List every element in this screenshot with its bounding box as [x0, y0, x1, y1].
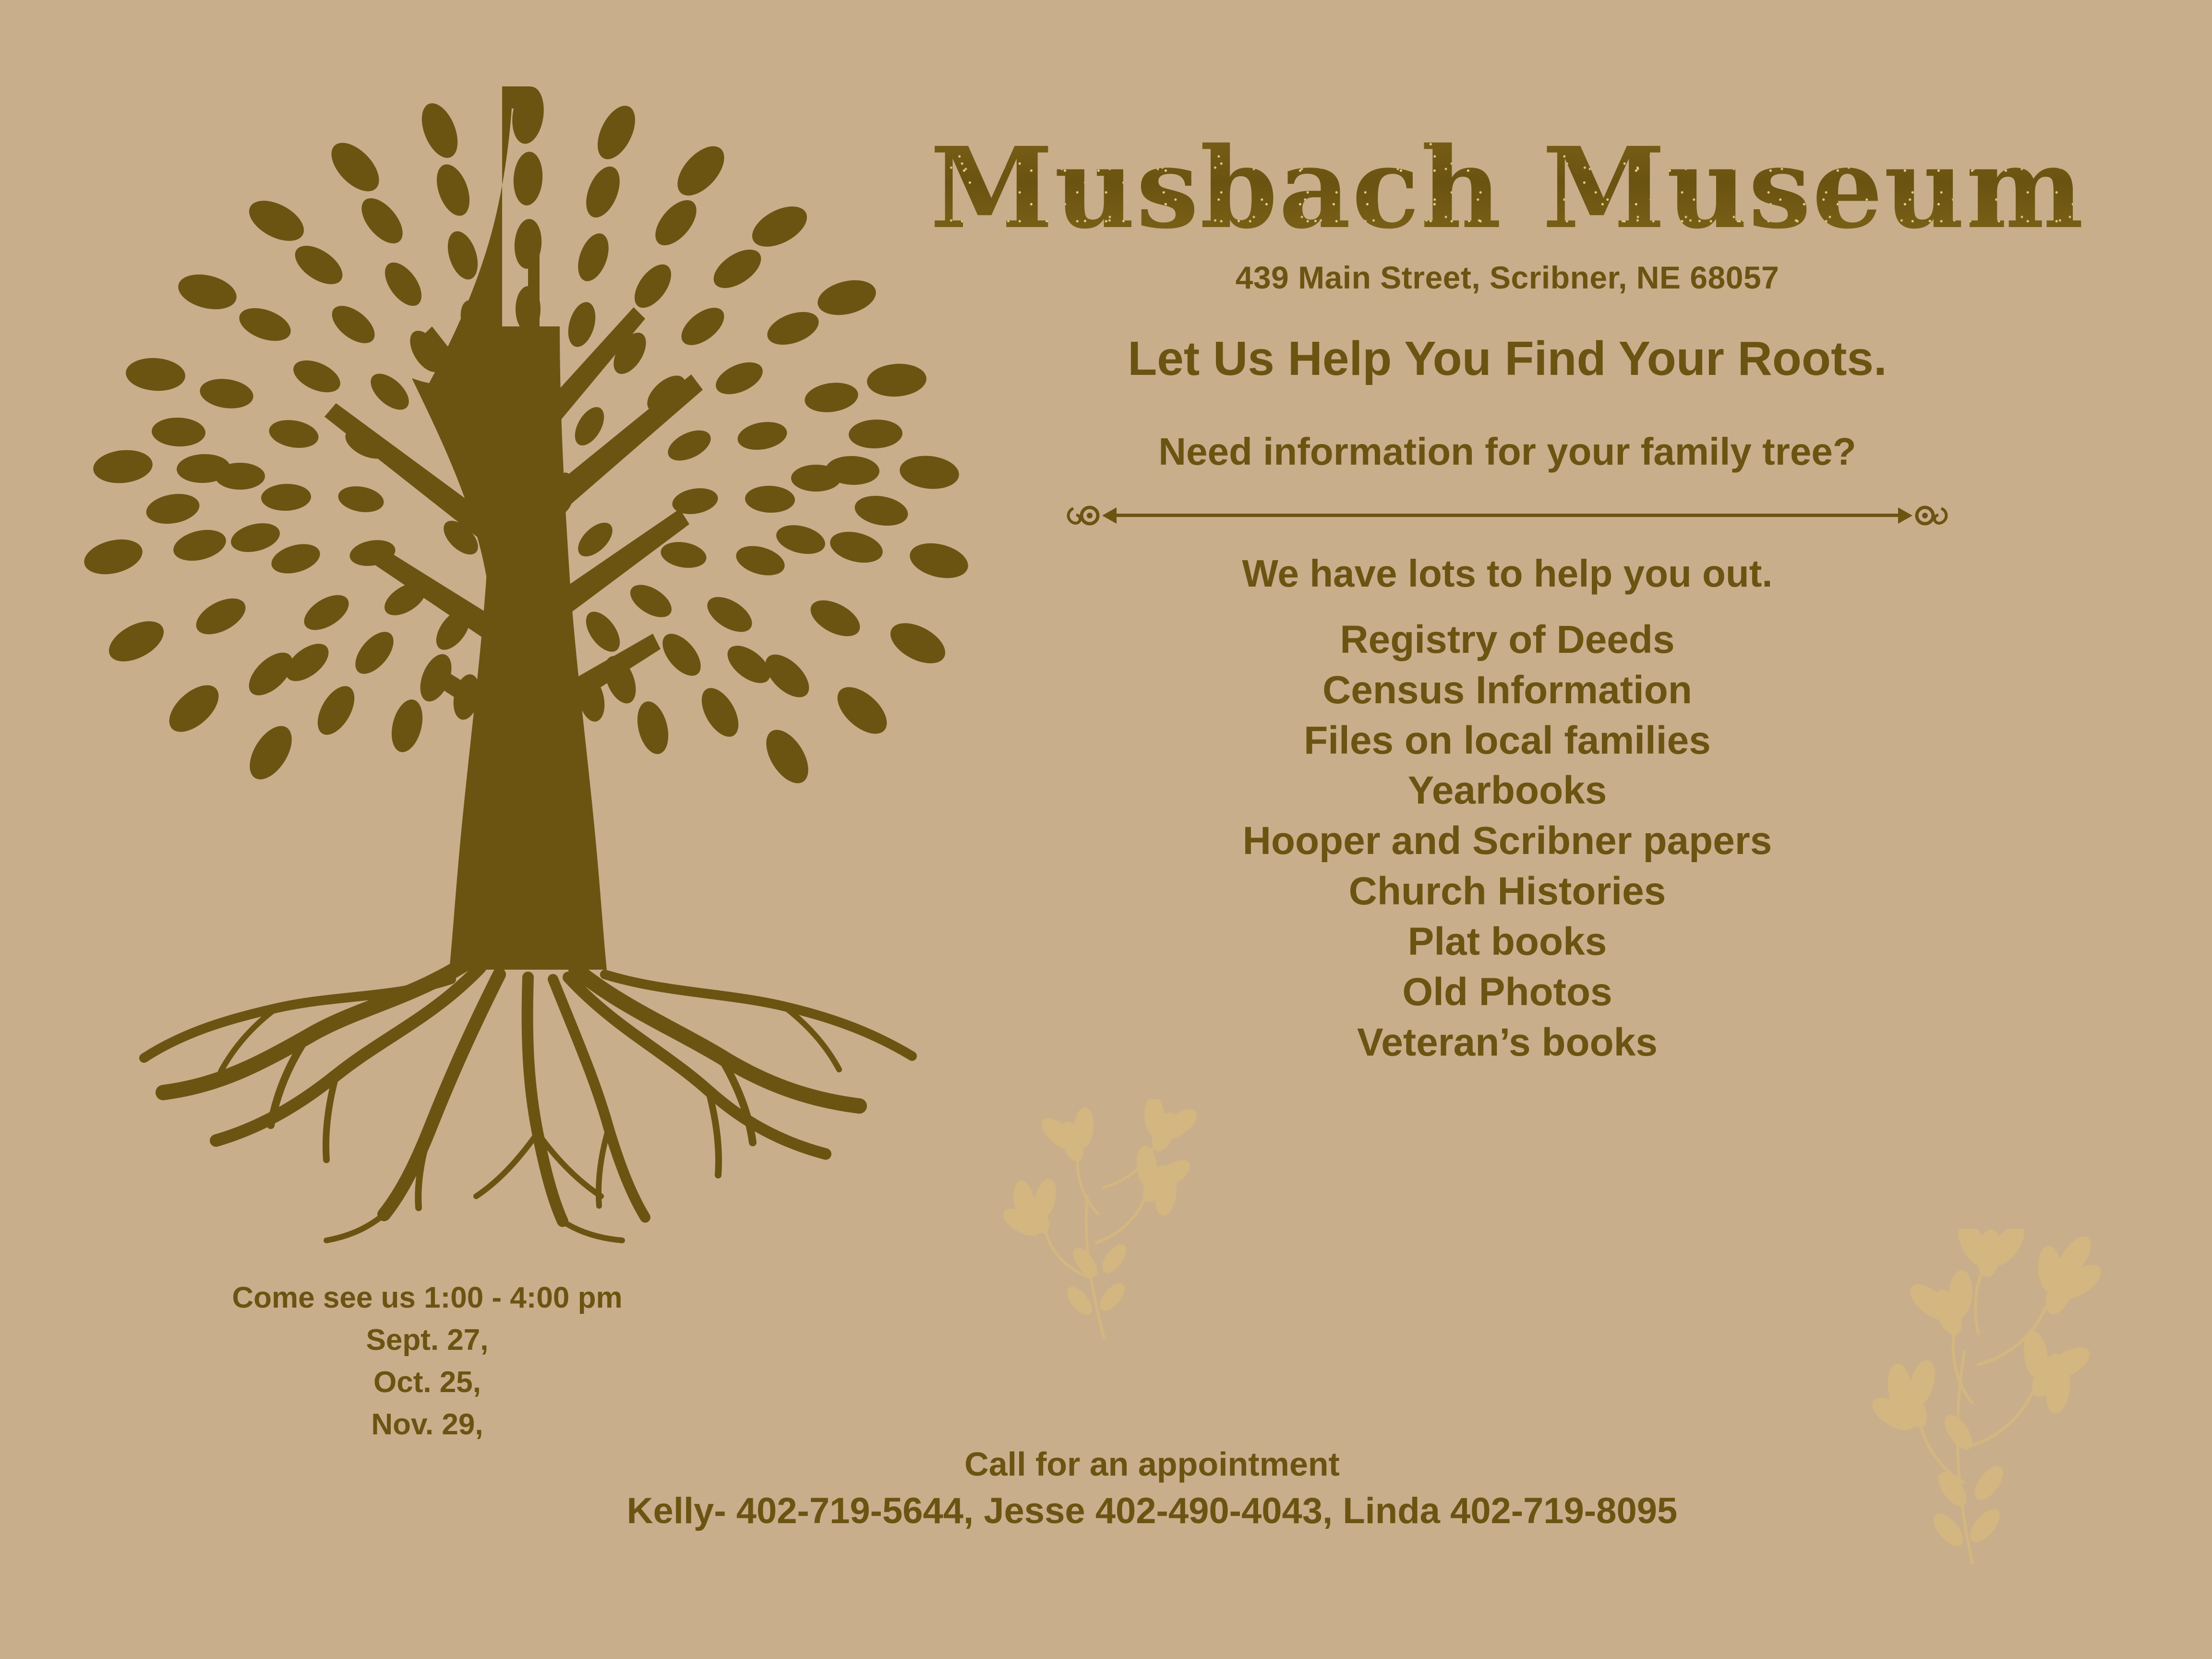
list-item: Yearbooks: [1407, 769, 1607, 813]
list-item: Old Photos: [1402, 970, 1612, 1014]
services-list: [859, 615, 2155, 1069]
museum-address: 439 Main Street, Scribner, NE 68057: [1235, 259, 1779, 295]
question-line: Need information for your family tree?: [1158, 430, 1856, 473]
list-item: Plat books: [1407, 920, 1607, 964]
poster-text-column: [859, 122, 2155, 1076]
list-item: Registry of Deeds: [1340, 617, 1675, 661]
appointment-label: Call for an appointment: [964, 1445, 1340, 1483]
hours-date: Sept. 27,: [366, 1323, 489, 1357]
appointment-block: [384, 1445, 1920, 1532]
wheat-sprig-icon: [989, 1099, 1243, 1349]
hours-date: Oct. 25,: [373, 1366, 481, 1399]
list-item: Church Histories: [1348, 869, 1666, 914]
wheat-sprig-icon: [1858, 1229, 2165, 1575]
hours-date: Nov. 29,: [371, 1408, 483, 1442]
hours-block: [144, 1277, 710, 1446]
list-item: Hooper and Scribner papers: [1242, 819, 1772, 863]
list-item: Census Information: [1322, 668, 1692, 712]
contact-phone-numbers: Kelly- 402-719-5644, Jesse 402-490-4043, Linda 402-719-8095: [626, 1491, 1678, 1531]
hours-line: Come see us 1:00 - 4:00 pm: [232, 1281, 623, 1314]
list-item: Files on local families: [1304, 718, 1711, 762]
tagline: Let Us Help You Find Your Roots.: [1128, 331, 1887, 385]
page-title: Musbach Museum: [859, 130, 2155, 247]
list-item: Veteran’s books: [1357, 1021, 1658, 1065]
services-intro: We have lots to help you out.: [1242, 552, 1773, 595]
ornamental-divider-icon: [1056, 499, 1959, 532]
